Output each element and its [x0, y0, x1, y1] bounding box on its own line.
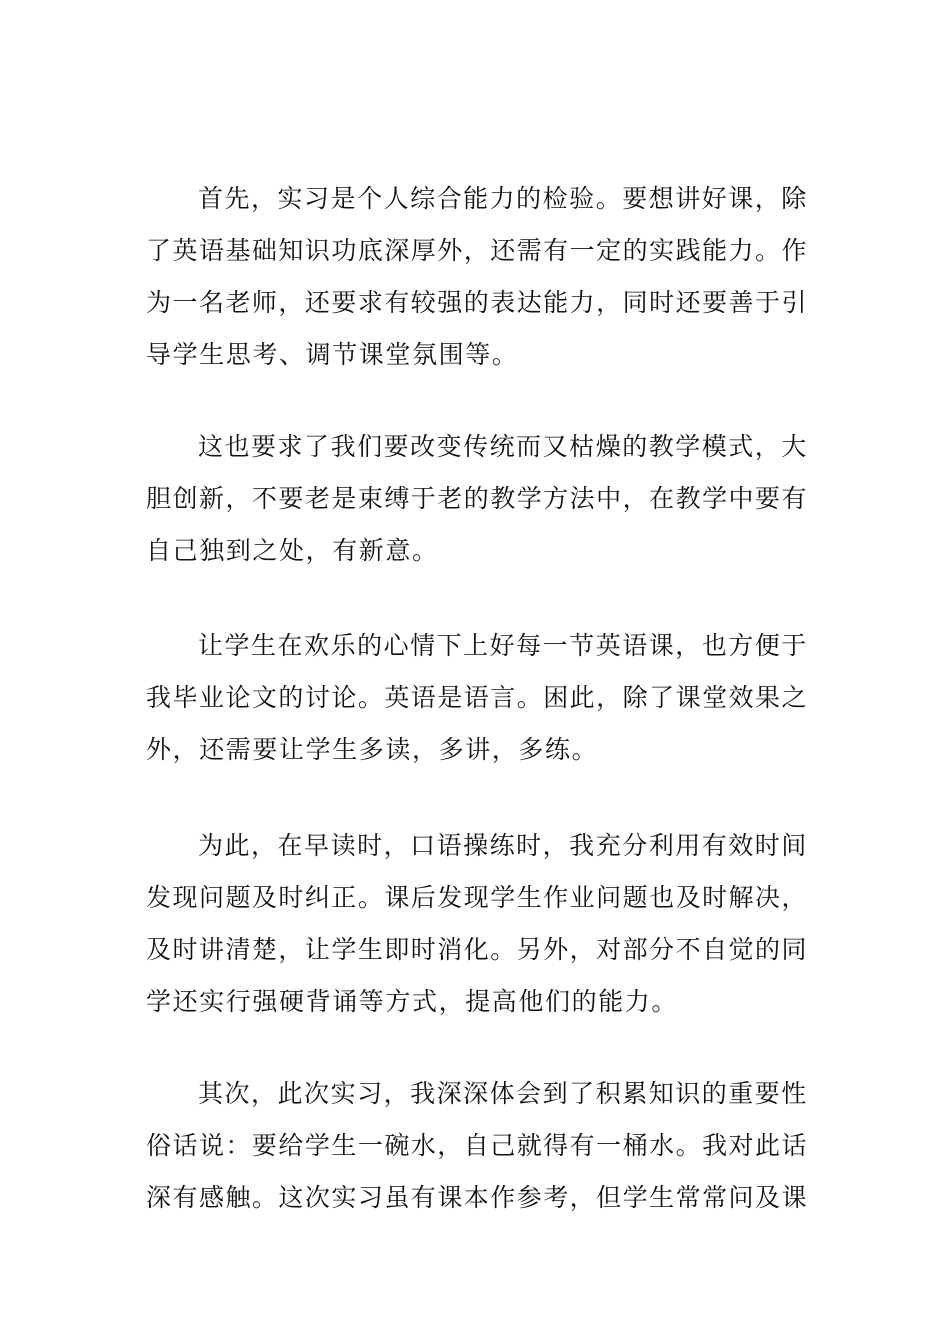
text-line: 深有感触。这次实习虽有课本作参考，但学生常常问及课 — [146, 1183, 809, 1212]
text-line: 胆创新，不要老是束缚于老的教学方法中，在教学中要有 — [146, 484, 809, 513]
text-line: 及时讲清楚，让学生即时消化。另外，对部分不自觉的同 — [146, 935, 809, 964]
text-line: 俗话说：要给学生一碗水，自己就得有一桶水。我对此话 — [146, 1131, 809, 1160]
text-line: 我毕业论文的讨论。英语是语言。困此，除了课堂效果之 — [146, 683, 809, 712]
text-line: 学还实行强硬背诵等方式，提高他们的能力。 — [146, 987, 679, 1016]
text-line: 首先，实习是个人综合能力的检验。要想讲好课，除 — [198, 184, 808, 213]
text-line: 让学生在欢乐的心情下上好每一节英语课，也方便于 — [198, 631, 808, 660]
text-line: 发现问题及时纠正。课后发现学生作业问题也及时解决， — [146, 883, 809, 912]
text-line: 外，还需要让学生多读，多讲，多练。 — [146, 735, 599, 764]
text-line: 其次，此次实习，我深深体会到了积累知识的重要性 — [198, 1079, 808, 1108]
text-line: 为此，在早读时，口语操练时，我充分利用有效时间 — [198, 831, 808, 860]
text-line: 自己独到之处，有新意。 — [146, 536, 439, 565]
text-line: 为一名老师，还要求有较强的表达能力，同时还要善于引 — [146, 288, 809, 317]
text-line: 导学生思考、调节课堂氛围等。 — [146, 340, 519, 369]
text-line: 这也要求了我们要改变传统而又枯燥的教学模式，大 — [198, 432, 808, 461]
text-line: 了英语基础知识功底深厚外，还需有一定的实践能力。作 — [146, 236, 809, 265]
